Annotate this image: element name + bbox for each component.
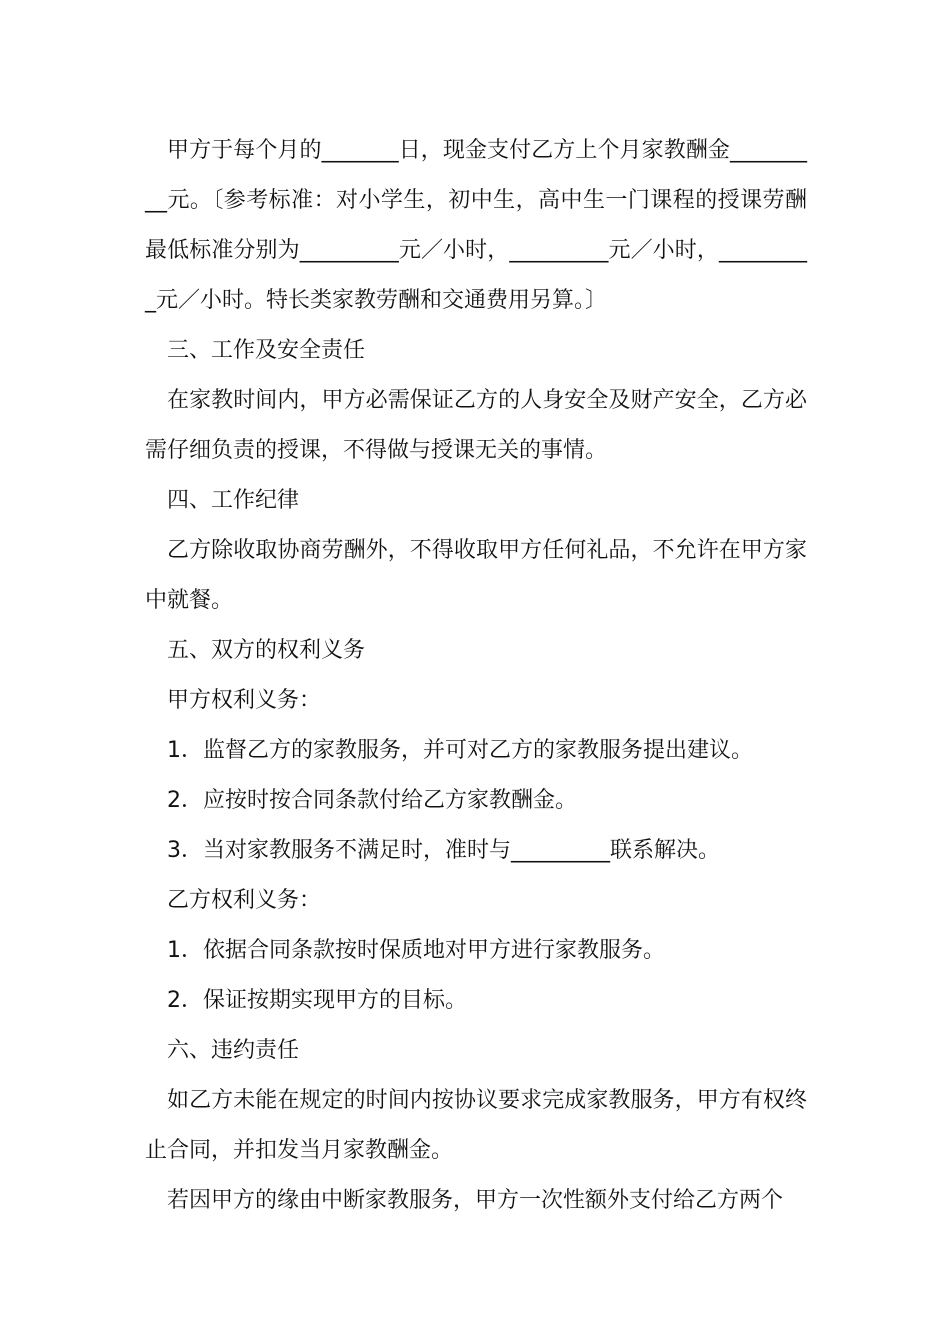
payment-terms-paragraph: 甲方于每个月的_______日，现金支付乙方上个月家教酬金_________元。〔参考标准：对小学生，初中生，高中生一门课程的授课劳酬最低标准分别为_________元／小时，_________元／小时，_________元／小时。特长类家教劳酬和交通费用另算。〕 [145, 138, 807, 313]
safety-paragraph: 在家教时间内，甲方必需保证乙方的人身安全及财产安全，乙方必需仔细负责的授课，不得做与授课无关的事情。 [145, 388, 807, 463]
discipline-paragraph: 乙方除收取协商劳酬外，不得收取甲方任何礼品，不允许在甲方家中就餐。 [145, 538, 807, 613]
section-heading-rights: 五、双方的权利义务 [167, 638, 366, 663]
party-a-rights-heading: 甲方权利义务： [167, 688, 322, 713]
party-b-right-item: 1．依据合同条款按时保质地对甲方进行家教服务。 [167, 938, 665, 963]
breach-paragraph: 如乙方未能在规定的时间内按协议要求完成家教服务，甲方有权终止合同，并扣发当月家教酬金。 [145, 1088, 807, 1163]
breach-paragraph-continued: 若因甲方的缘由中断家教服务，甲方一次性额外支付给乙方两个 [167, 1188, 784, 1213]
party-b-rights-heading: 乙方权利义务： [167, 888, 322, 913]
party-a-right-item: 1．监督乙方的家教服务，并可对乙方的家教服务提出建议。 [167, 738, 753, 763]
party-a-right-item: 3．当对家教服务不满足时，准时与_________联系解决。 [167, 838, 720, 863]
section-heading-safety: 三、工作及安全责任 [167, 338, 366, 363]
section-heading-breach: 六、违约责任 [167, 1038, 300, 1063]
party-a-right-item: 2．应按时按合同条款付给乙方家教酬金。 [167, 788, 577, 813]
document-body [145, 126, 807, 1226]
party-b-right-item: 2．保证按期实现甲方的目标。 [167, 988, 467, 1013]
section-heading-discipline: 四、工作纪律 [167, 488, 300, 513]
